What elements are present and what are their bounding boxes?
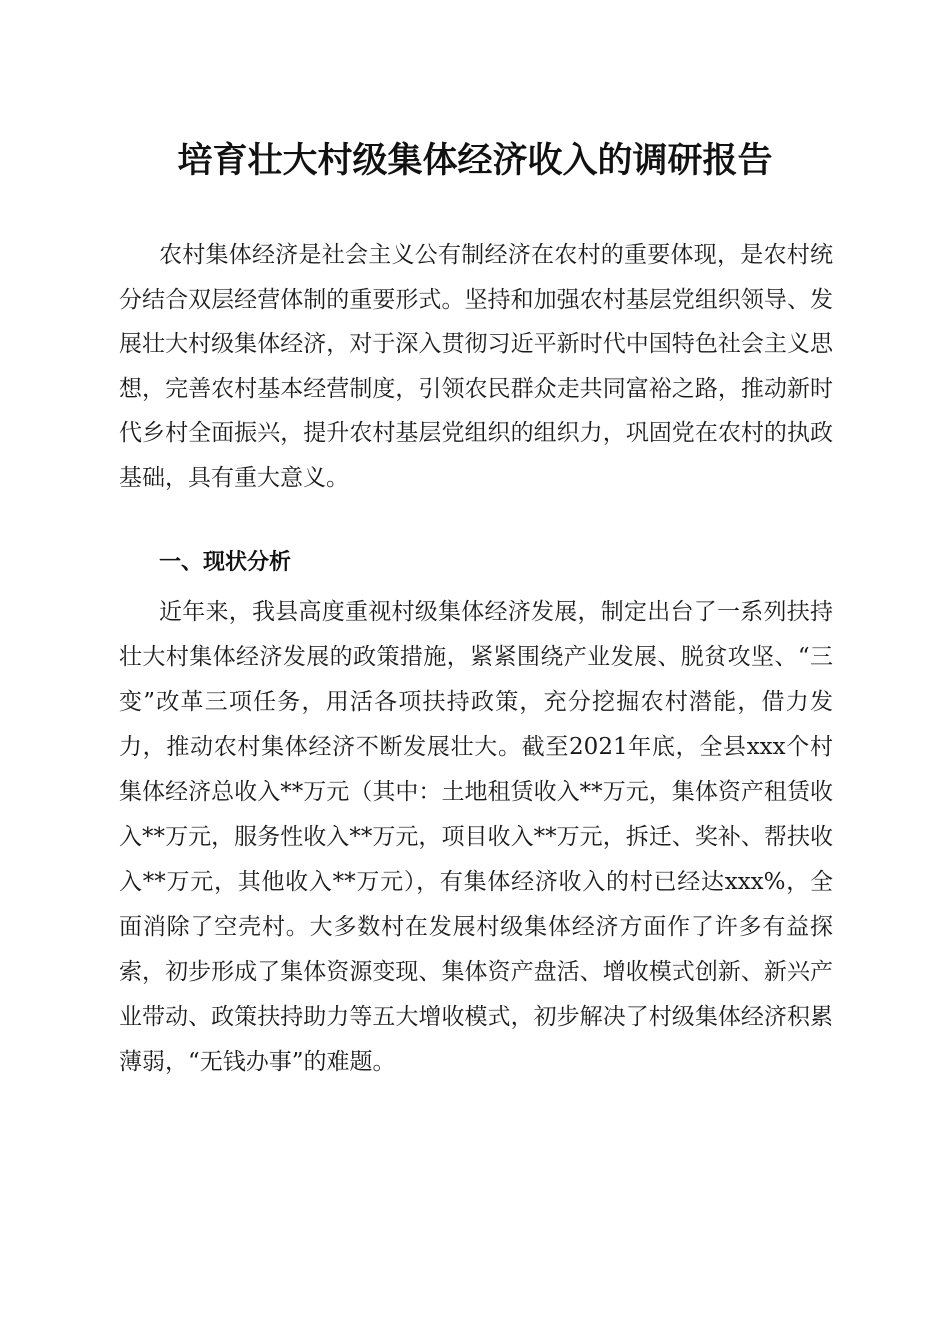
section-heading: 一、现状分析: [159, 550, 292, 575]
status-analysis-paragraph: 近年来，我县高度重视村级集体经济发展，制定出台了一系列扶持壮大村集体经济发展的政策措施，紧紧围绕产业发展、脱贫攻坚、“三变”改革三项任务，用活各项扶持政策，充分挖掘农村潜能，借力发力，推动农村集体经济不断发展壮大。截至2021年底，全县xxx个村集体经济总收入**万元（其中：土地租赁收入**万元，集体资产租赁收入**万元，服务性收入**万元，项目收入**万元，拆迁、奖补、帮扶收入**万元，其他收入**万元），有集体经济收入的村已经达xxx%，全面消除了空壳村。大多数村在发展村级集体经济方面作了许多有益探索，初步形成了集体资源变现、集体资产盘活、增收模式创新、新兴产业带动、政策扶持助力等五大增收模式，初步解决了村级集体经济积累薄弱，“无钱办事”的难题。: [119, 599, 833, 1075]
document-title: 培育壮大村级集体经济收入的调研报告: [177, 140, 773, 181]
intro-paragraph: 农村集体经济是社会主义公有制经济在农村的重要体现，是农村统分结合双层经营体制的重要形式。坚持和加强农村基层党组织领导、发展壮大村级集体经济，对于深入贯彻习近平新时代中国特色社会主义思想，完善农村基本经营制度，引领农民群众走共同富裕之路，推动新时代乡村全面振兴，提升农村基层党组织的组织力，巩固党在农村的执政基础，具有重大意义。: [119, 242, 833, 491]
